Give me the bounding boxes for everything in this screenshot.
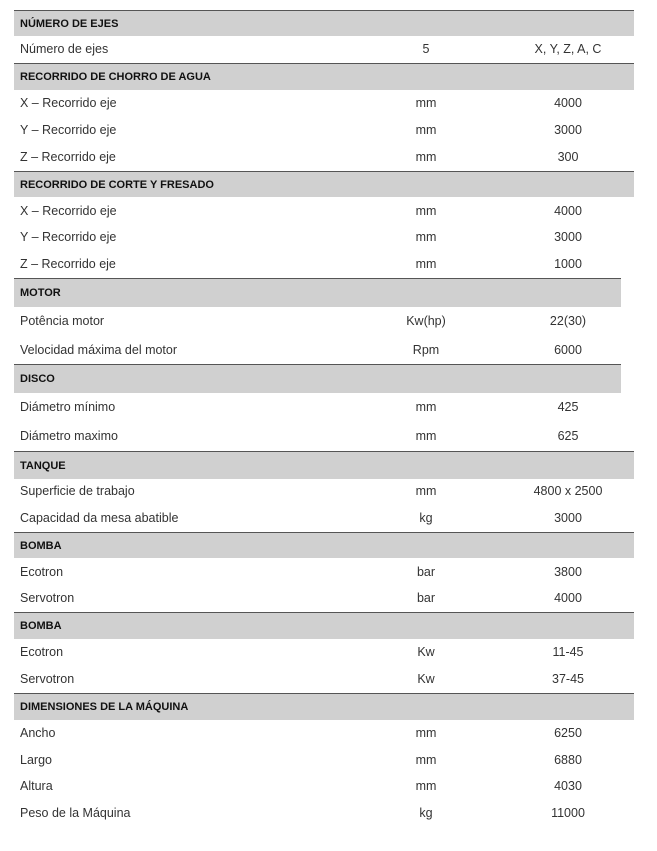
spec-row	[0, 93, 657, 113]
spec-value: 6000	[554, 343, 582, 357]
spec-unit: mm	[415, 484, 437, 498]
spec-unit: Rpm	[412, 343, 440, 357]
spec-value: 22(30)	[549, 314, 587, 328]
spec-label: Ancho	[20, 726, 56, 740]
spec-label: Y – Recorrido eje	[20, 230, 117, 244]
spec-label: Capacidad da mesa abatible	[20, 511, 179, 525]
spec-row	[0, 723, 657, 743]
spec-unit: 5	[422, 42, 430, 56]
spec-row	[0, 508, 657, 528]
section-header: BOMBA	[14, 612, 634, 639]
section-header: RECORRIDO DE CHORRO DE AGUA	[14, 63, 634, 90]
section-header: MOTOR	[14, 278, 621, 307]
spec-value: 4030	[554, 779, 582, 793]
spec-unit: bar	[416, 591, 436, 605]
spec-unit: mm	[415, 753, 437, 767]
section-header: TANQUE	[14, 451, 634, 479]
spec-row	[0, 340, 657, 360]
spec-value: 37-45	[552, 672, 584, 686]
spec-row	[0, 227, 657, 247]
spec-row	[0, 481, 657, 501]
spec-unit: mm	[415, 230, 437, 244]
spec-row	[0, 120, 657, 140]
section-header: DIMENSIONES DE LA MÁQUINA	[14, 693, 634, 720]
spec-row	[0, 426, 657, 446]
spec-value: 11-45	[552, 645, 584, 659]
spec-unit: mm	[415, 204, 437, 218]
spec-label: X – Recorrido eje	[20, 96, 117, 110]
spec-unit: mm	[415, 429, 437, 443]
section-header: DISCO	[14, 364, 621, 393]
spec-value: 4000	[554, 96, 582, 110]
spec-value: X, Y, Z, A, C	[534, 42, 602, 56]
spec-label: Servotron	[20, 672, 75, 686]
section-header: BOMBA	[14, 532, 634, 558]
spec-row	[0, 311, 657, 331]
spec-unit: mm	[415, 96, 437, 110]
section-header: RECORRIDO DE CORTE Y FRESADO	[14, 171, 634, 197]
spec-label: Z – Recorrido eje	[20, 257, 116, 271]
spec-value: 300	[557, 150, 579, 164]
spec-row	[0, 803, 657, 823]
spec-label: Superficie de trabajo	[20, 484, 135, 498]
spec-label: Ecotron	[20, 645, 64, 659]
spec-unit: mm	[415, 150, 437, 164]
spec-label: Velocidad máxima del motor	[20, 343, 178, 357]
spec-label: Potência motor	[20, 314, 105, 328]
spec-label: Diámetro mínimo	[20, 400, 116, 414]
spec-label: Largo	[20, 753, 52, 767]
spec-row	[0, 147, 657, 167]
spec-value: 6250	[554, 726, 582, 740]
spec-row	[0, 588, 657, 608]
spec-row	[0, 562, 657, 582]
spec-value: 425	[557, 400, 579, 414]
spec-label: Z – Recorrido eje	[20, 150, 116, 164]
spec-row	[0, 254, 657, 274]
spec-value: 3800	[554, 565, 582, 579]
spec-label: X – Recorrido eje	[20, 204, 117, 218]
spec-unit: kg	[419, 511, 433, 525]
spec-unit: kg	[419, 806, 433, 820]
spec-row	[0, 39, 657, 59]
spec-unit: mm	[415, 779, 437, 793]
spec-label: Y – Recorrido eje	[20, 123, 117, 137]
spec-row	[0, 669, 657, 689]
spec-value: 1000	[554, 257, 582, 271]
spec-unit: Kw(hp)	[406, 314, 446, 328]
spec-label: Diámetro maximo	[20, 429, 118, 443]
spec-label: Número de ejes	[20, 42, 109, 56]
spec-unit: bar	[416, 565, 436, 579]
spec-unit: Kw	[417, 645, 435, 659]
spec-value: 4800 x 2500	[533, 484, 603, 498]
spec-row	[0, 397, 657, 417]
spec-row	[0, 201, 657, 221]
spec-value: 4000	[554, 591, 582, 605]
spec-row	[0, 750, 657, 770]
spec-label: Ecotron	[20, 565, 64, 579]
spec-value: 4000	[554, 204, 582, 218]
spec-label: Altura	[20, 779, 53, 793]
spec-value: 3000	[554, 230, 582, 244]
spec-row	[0, 642, 657, 662]
spec-value: 6880	[554, 753, 582, 767]
spec-unit: mm	[415, 726, 437, 740]
spec-unit: mm	[415, 123, 437, 137]
spec-value: 11000	[551, 806, 585, 820]
spec-value: 3000	[554, 123, 582, 137]
spec-value: 625	[557, 429, 579, 443]
section-header: NÚMERO DE EJES	[14, 10, 634, 36]
spec-unit: Kw	[417, 672, 435, 686]
spec-unit: mm	[415, 257, 437, 271]
spec-row	[0, 776, 657, 796]
spec-label: Peso de la Máquina	[20, 806, 131, 820]
spec-value: 3000	[554, 511, 582, 525]
spec-unit: mm	[415, 400, 437, 414]
spec-label: Servotron	[20, 591, 75, 605]
